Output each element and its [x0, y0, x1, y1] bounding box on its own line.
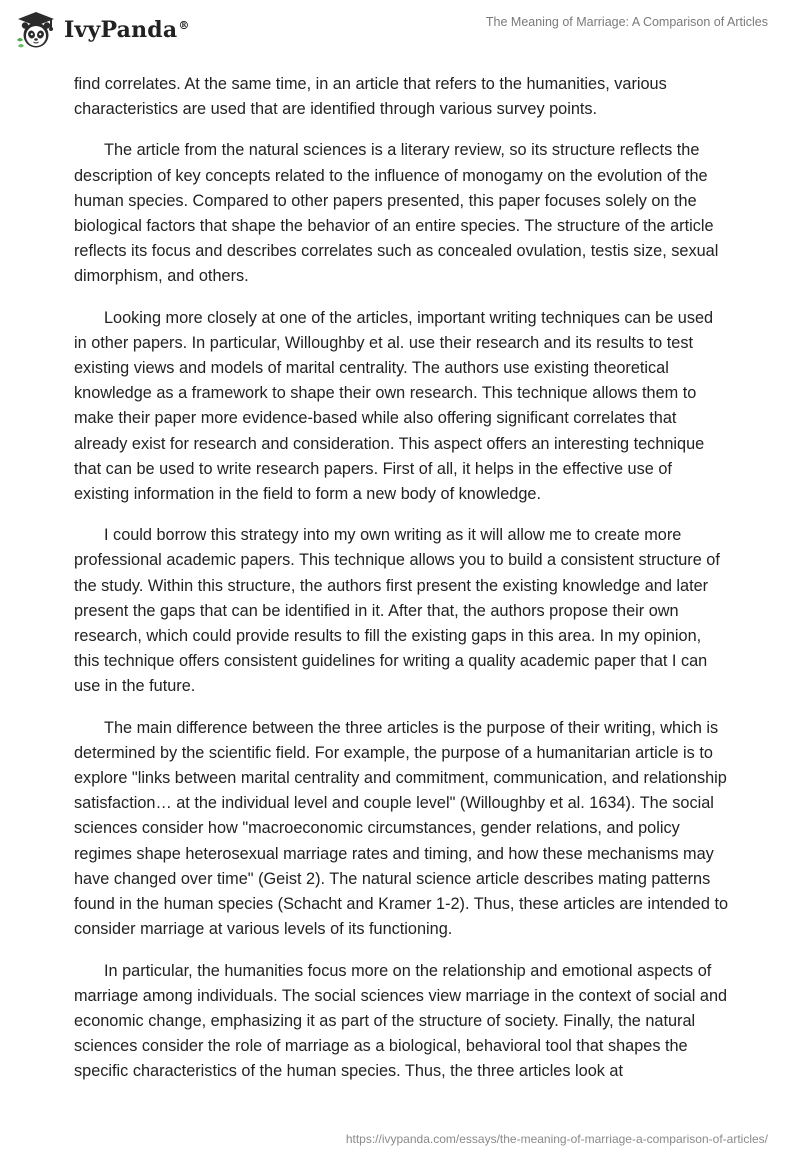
brand-name	[64, 17, 190, 43]
document-title: The Meaning of Marriage: A Comparison of Articles	[485, 15, 768, 29]
panda-graduation-cap-icon	[14, 10, 58, 50]
brand-text: IvyPanda	[64, 17, 178, 43]
essay-body	[74, 72, 730, 1101]
source-url[interactable]: https://ivypanda.com/essays/the-meaning-of-marriage-a-comparison-of-articles/	[345, 1132, 768, 1146]
page-header	[0, 0, 800, 64]
paragraph: Looking more closely at one of the articles, important writing techniques can be used in other papers. In particular, Willoughby et al. use their research and its results to test existing views and models of marital centrality. The authors use existing theoretical knowledge as a framework to shape their own research. This technique allows them to make their paper more evidence-based while also offering significant correlates that already exist for research and consideration. This aspect offers an interesting technique that can be used to write research papers. First of all, it helps in the effective use of existing information in the field to form a new body of knowledge.	[74, 308, 714, 504]
registered-mark: ®	[178, 18, 190, 32]
paragraph: find correlates. At the same time, in an article that refers to the humanities, various characteristics are used that are identified through various survey points.	[74, 75, 667, 119]
paragraph: In particular, the humanities focus more on the relationship and emotional aspects of marriage among individuals. The social sciences view marriage in the context of social and economic change, emphasizing it as part of the structure of society. Finally, the natural sciences consider the role of marriage as a biological, behavioral tool that shapes the specific characteristics of the human species. Thus, the three articles look at	[74, 961, 728, 1081]
paragraph: The main difference between the three articles is the purpose of their writing, which is determined by the scientific field. For example, the purpose of a humanitarian article is to explore "links between marital centrality and commitment, communication, and relationship satisfaction… at the individual level and couple level" (Willoughby et al. 1634). The social sciences consider how "macroeconomic circumstances, gender relations, and policy regimes shape heterosexual marriage rates and timing, and how these mechanisms may have changed over time" (Geist 2). The natural science article describes mating patterns found in the human species (Schacht and Kramer 1-2). Thus, these articles are intended to consider marriage at various levels of its functioning.	[74, 718, 729, 939]
paragraph: The article from the natural sciences is a literary review, so its structure reflects the description of key concepts related to the influence of monogamy on the evolution of the human species. Compared to other papers presented, this paper focuses solely on the biological factors that shape the behavior of an entire species. The structure of the article reflects its focus and describes correlates such as concealed ovulation, testis size, sexual dimorphism, and others.	[74, 141, 719, 286]
paragraph: I could borrow this strategy into my own writing as it will allow me to create more professional academic papers. This technique allows you to build a consistent structure of the study. Within this structure, the authors first present the existing knowledge and later present the gaps that can be identified in it. After that, the authors propose their own research, which could provide results to fill the existing gaps in this area. In my opinion, this technique offers consistent guidelines for writing a quality academic paper that I can use in the future.	[74, 526, 720, 696]
ivypanda-logo[interactable]	[14, 10, 190, 50]
